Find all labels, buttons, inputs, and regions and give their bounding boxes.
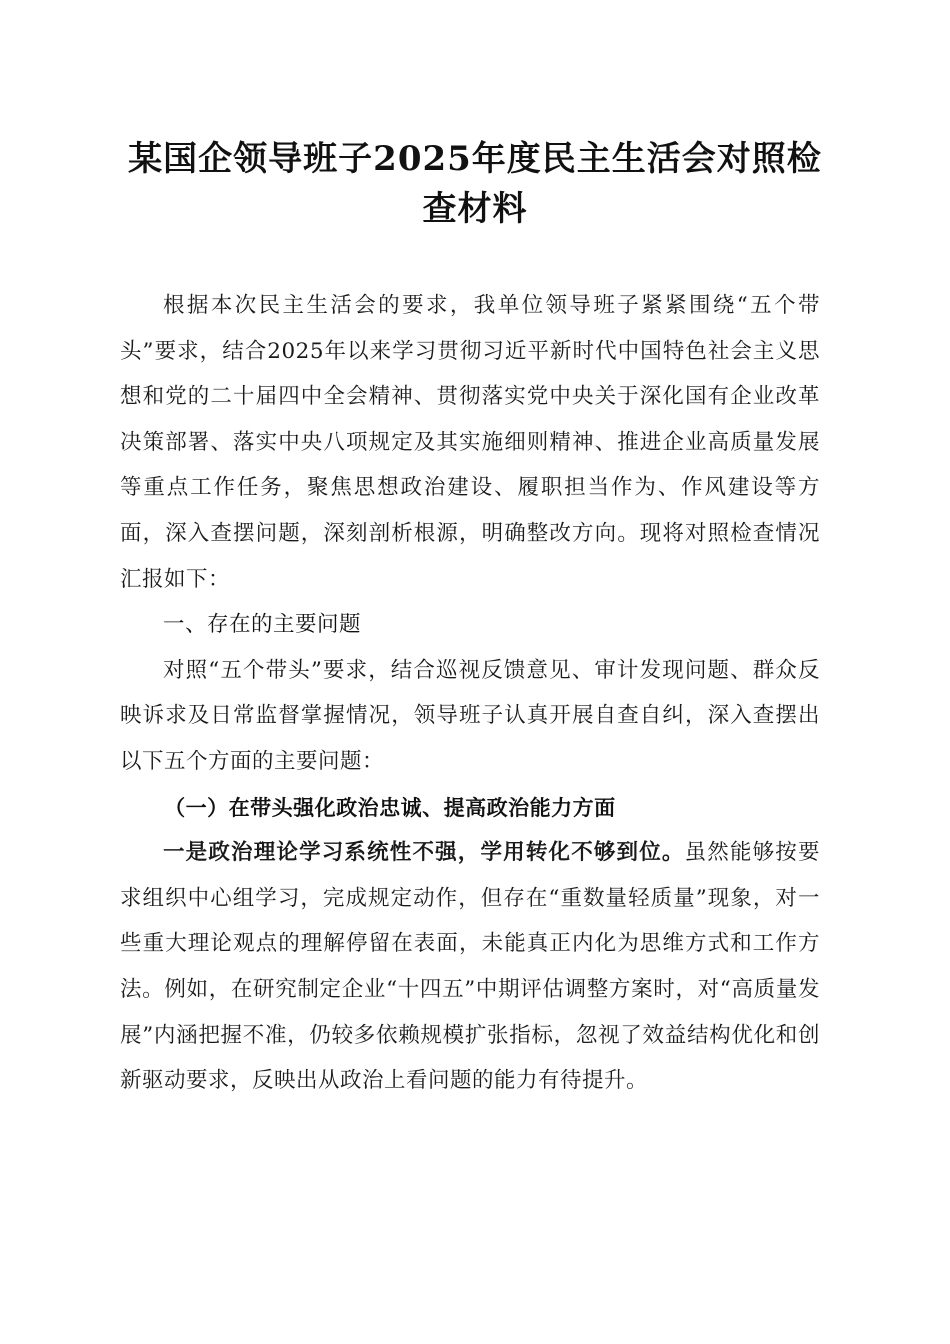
point-lead-text: 一是政治理论学习系统性不强，学用转化不够到位。 bbox=[163, 840, 685, 866]
point-paragraph bbox=[120, 830, 820, 1104]
document-title: 某国企领导班子2025年度民主生活会对照检查材料 bbox=[128, 139, 822, 229]
intro-paragraph: 根据本次民主生活会的要求，我单位领导班子紧紧围绕“五个带头”要求，结合2025年以来学习贯彻习近平新时代中国特色社会主义思想和党的二十届四中全会精神、贯彻落实党中央关于深化国有企业改革决策部署、落实中央八项规定及其实施细则精神、推进企业高质量发展等重点工作任务，聚焦思想政治建设、履职担当作为、作风建设等方面，深入查摆问题，深刻剖析根源，明确整改方向。现将对照检查情况汇报如下： bbox=[120, 293, 820, 592]
subsection-heading-political-loyalty: （一）在带头强化政治忠诚、提高政治能力方面 bbox=[164, 794, 616, 820]
point-body-text: 虽然能够按要求组织中心组学习，完成规定动作，但存在“重数量轻质量”现象，对一些重大理论观点的理解停留在表面，未能真正内化为思维方式和工作方法。例如，在研究制定企业“十四五”中期评估调整方案时，对“高质量发展”内涵把握不准，仍较多依赖规模扩张指标，忽视了效益结构优化和创新驱动要求，反映出从政治上看问题的能力有待提升。 bbox=[120, 840, 820, 1094]
document-body bbox=[120, 283, 820, 1104]
section-intro-paragraph: 对照“五个带头”要求，结合巡视反馈意见、审计发现问题、群众反映诉求及日常监督掌握情况，领导班子认真开展自查自纠，深入查摆出以下五个方面的主要问题： bbox=[120, 657, 820, 774]
section-heading-problems: 一、存在的主要问题 bbox=[163, 612, 362, 638]
